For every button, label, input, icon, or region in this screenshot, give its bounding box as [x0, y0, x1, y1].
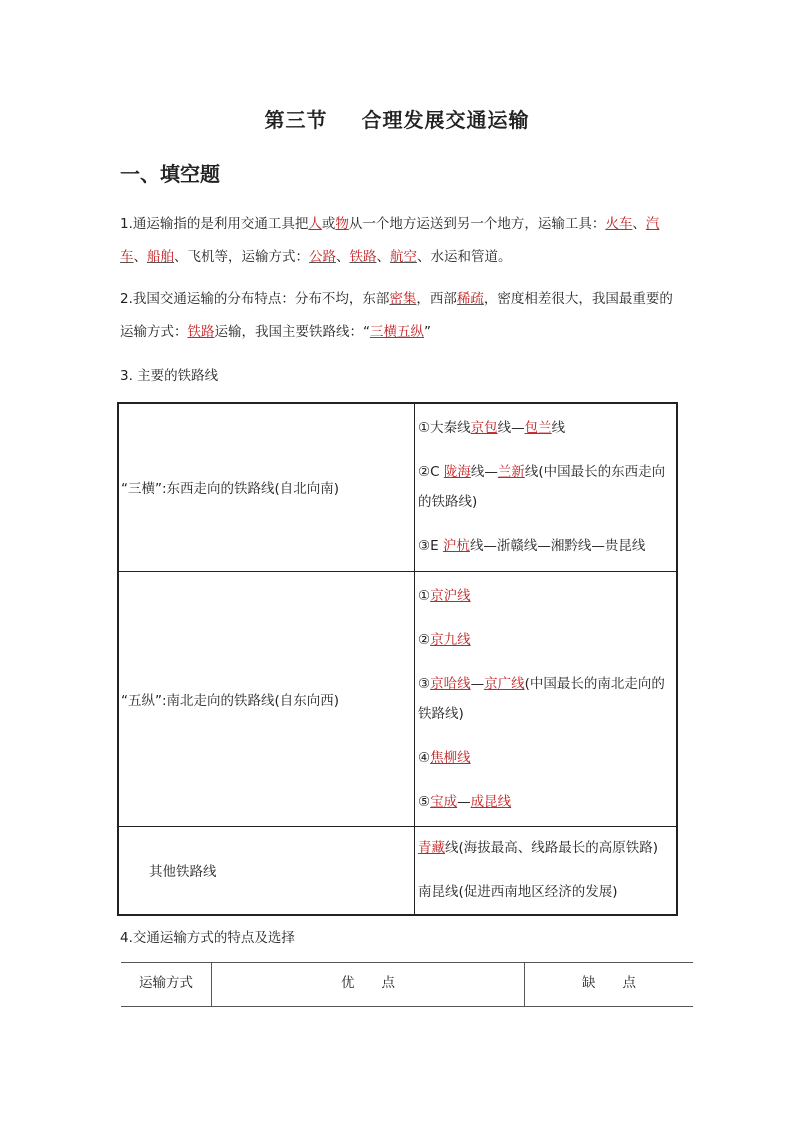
list-item: ④焦柳线 — [418, 749, 471, 766]
answer-blank: 铁路 — [187, 324, 215, 340]
page-title — [0, 104, 794, 133]
title-topic: 合理发展交通运输 — [361, 108, 530, 132]
answer-blank: 密集 — [389, 291, 417, 307]
answer-blank: 铁路 — [349, 249, 377, 265]
column-header-mode: 运输方式 — [121, 963, 212, 1007]
row-label: “五纵”:南北走向的铁路线(自东向西) — [118, 571, 415, 826]
column-header-cons: 缺 点 — [525, 963, 694, 1007]
question-4: 4.交通运输方式的特点及选择 — [120, 930, 295, 946]
list-item: ③E 沪杭线—浙赣线—湘黔线—贵昆线 — [418, 538, 646, 555]
answer-blank: 人 — [308, 216, 322, 232]
section-heading: 一、填空题 — [120, 162, 220, 186]
question-3: 3. 主要的铁路线 — [120, 368, 219, 384]
list-item: 青藏线(海拔最高、线路最长的高原铁路) — [418, 840, 659, 857]
answer-blank: 三横五纵 — [370, 324, 424, 340]
table-row — [118, 826, 677, 915]
list-item: 南昆线(促进西南地区经济的发展) — [418, 884, 618, 901]
row-label: 其他铁路线 — [118, 826, 415, 915]
answer-blank: 公路 — [309, 249, 336, 265]
list-item: ②C 陇海线—兰新线(中国最长的东西走向的铁路线) — [418, 464, 666, 511]
question-1: 1.通运输指的是利用交通工具把人或物从一个地方运送到另一个地方，运输工具：火车、汽车、船舶、飞机等，运输方式：公路、铁路、航空、水运和管道。 — [120, 216, 660, 265]
table-header-row — [121, 963, 693, 1007]
row-content — [415, 826, 678, 915]
row-content — [415, 571, 678, 826]
list-item: ①京沪线 — [418, 587, 471, 604]
title-section-number: 第三节 — [264, 108, 328, 132]
list-item: ①大秦线京包线—包兰线 — [418, 420, 566, 437]
answer-blank: 汽车 — [120, 216, 660, 265]
list-item: ③京哈线—京广线(中国最长的南北走向的铁路线) — [418, 675, 665, 722]
railway-table — [117, 402, 678, 916]
answer-blank: 航空 — [390, 249, 417, 265]
table-row — [118, 403, 677, 571]
answer-blank: 船舶 — [147, 249, 174, 265]
question-2: 2.我国交通运输的分布特点：分布不均，东部密集，西部稀疏，密度相差很大，我国最重要的运输方式：铁路运输，我国主要铁路线：“三横五纵” — [120, 291, 673, 340]
answer-blank: 稀疏 — [456, 291, 484, 307]
answer-blank: 火车 — [605, 216, 633, 232]
transport-mode-table — [121, 962, 693, 1007]
table-row — [118, 571, 677, 826]
column-header-pros: 优 点 — [212, 963, 525, 1007]
row-content — [415, 403, 678, 571]
row-label: “三横”:东西走向的铁路线(自北向南) — [118, 403, 415, 571]
list-item: ⑤宝成—成昆线 — [418, 793, 512, 810]
list-item: ②京九线 — [418, 631, 471, 648]
answer-blank: 物 — [335, 216, 349, 232]
